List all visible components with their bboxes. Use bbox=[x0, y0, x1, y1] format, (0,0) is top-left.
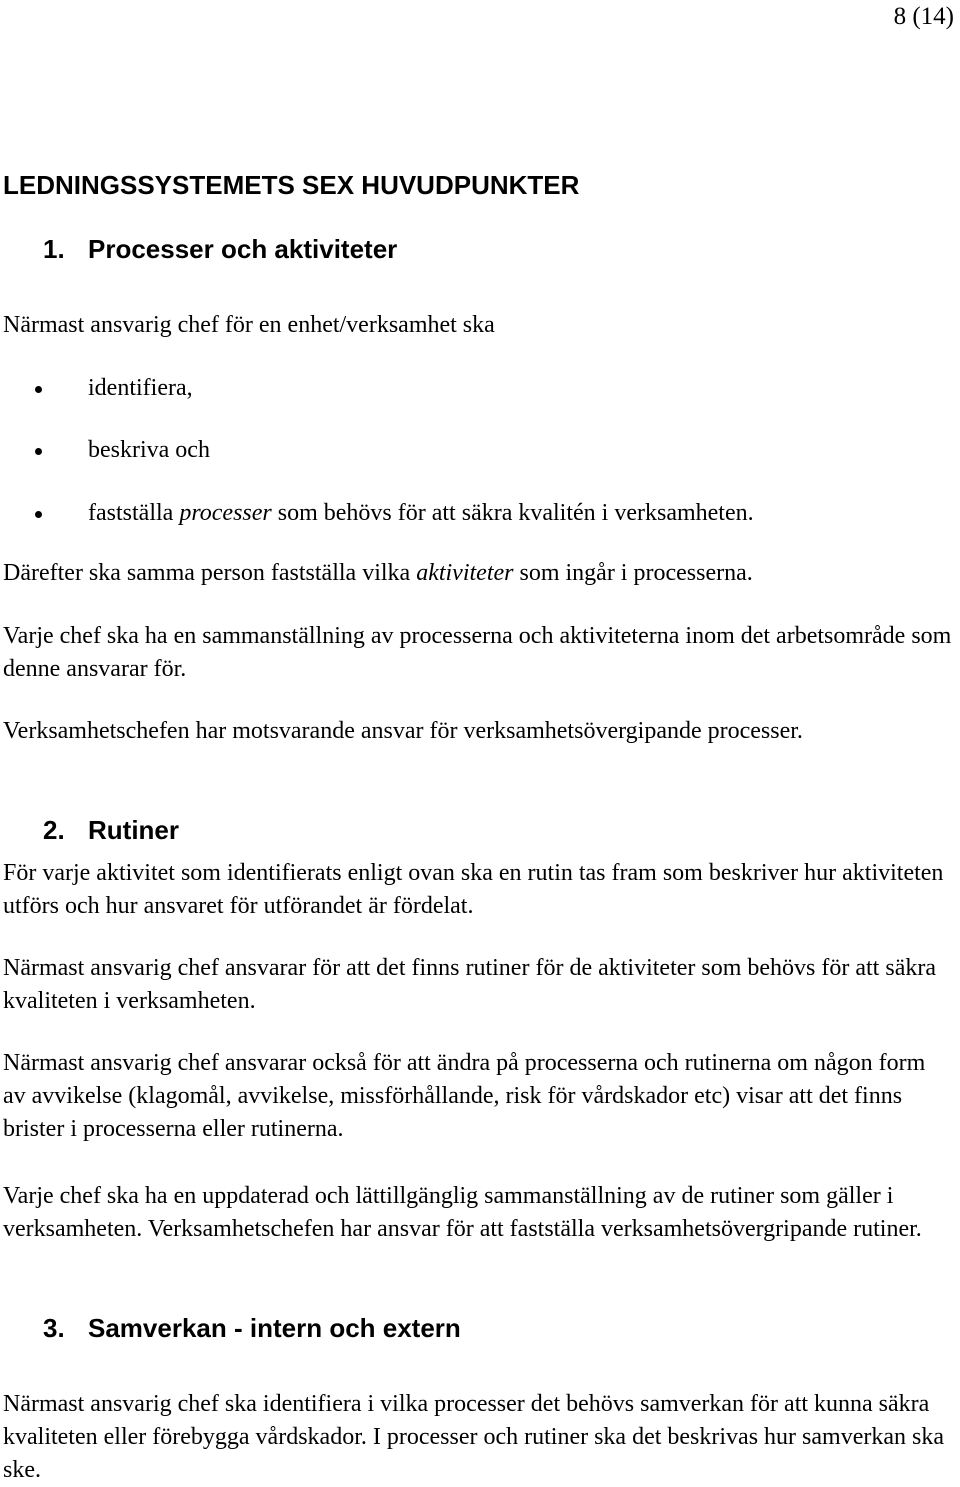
bullet-text bbox=[88, 497, 754, 530]
section-1-number: 1. bbox=[43, 234, 65, 264]
bullet-text: identifiera, bbox=[88, 375, 193, 401]
bullet-dot-icon bbox=[35, 511, 42, 518]
section-1-overall-paragraph: Verksamhetschefen har motsvarande ansvar för verksamhetsövergipande processer. bbox=[3, 718, 803, 744]
section-2-paragraph-3: Närmast ansvarig chef ansvarar också för att ändra på processerna och rutinerna om någon form av avvikelse (klagomål, avvikelse, missförhållande, risk för vårdskador etc) visar att det finns brister i processerna eller rutinerna. bbox=[3, 1050, 926, 1142]
section-1-intro: Närmast ansvarig chef för en enhet/verksamhet ska bbox=[3, 312, 495, 338]
section-1-title: Processer och aktiviteter bbox=[88, 234, 398, 264]
bullet-text-emphasis: processer bbox=[179, 500, 272, 526]
bullet-text-part: som behövs för att säkra kvalitén i verksamheten. bbox=[271, 500, 754, 526]
section-2-number: 2. bbox=[43, 815, 65, 845]
bullet-dot-icon bbox=[35, 448, 42, 455]
section-1-activities-paragraph bbox=[3, 557, 953, 590]
paragraph-emphasis: aktiviteter bbox=[416, 560, 514, 586]
section-3-title: Samverkan - intern och extern bbox=[88, 1313, 461, 1343]
section-3-number: 3. bbox=[43, 1313, 65, 1343]
section-2-heading bbox=[43, 813, 179, 847]
section-1-summary-paragraph: Varje chef ska ha en sammanställning av processerna och aktiviteterna inom det arbetsområde som denne ansvarar för. bbox=[3, 623, 952, 682]
paragraph-text-part: Därefter ska samma person fastställa vilka bbox=[3, 560, 417, 586]
section-3-heading bbox=[43, 1311, 461, 1345]
bullet-dot-icon bbox=[35, 386, 42, 393]
section-2-title: Rutiner bbox=[88, 815, 179, 845]
section-3-paragraph-1: Närmast ansvarig chef ska identifiera i vilka processer det behövs samverkan för att kunna säkra kvaliteten eller förebygga vårdskador. I processer och rutiner ska det beskrivas hur samverkan ska ske. bbox=[3, 1391, 944, 1483]
bullet-text: beskriva och bbox=[88, 437, 210, 463]
page-number: 8 (14) bbox=[893, 3, 954, 30]
bullet-text-part: fastställa bbox=[88, 500, 180, 526]
paragraph-text-part: som ingår i processerna. bbox=[513, 560, 753, 586]
section-2-paragraph-1: För varje aktivitet som identifierats enligt ovan ska en rutin tas fram som beskriver hur aktiviteten utförs och hur ansvaret för utförandet är fördelat. bbox=[3, 860, 944, 919]
section-1-heading bbox=[43, 232, 397, 266]
section-2-paragraph-4: Varje chef ska ha en uppdaterad och lättillgänglig sammanställning av de rutiner som gäller i verksamheten. Verksamhetschefen har ansvar för att fastställa verksamhetsövergripande rutiner. bbox=[3, 1183, 922, 1242]
main-title: LEDNINGSSYSTEMETS SEX HUVUDPUNKTER bbox=[3, 170, 580, 200]
section-2-paragraph-2: Närmast ansvarig chef ansvarar för att det finns rutiner för de aktiviteter som behövs för att säkra kvaliteten i verksamheten. bbox=[3, 955, 936, 1014]
